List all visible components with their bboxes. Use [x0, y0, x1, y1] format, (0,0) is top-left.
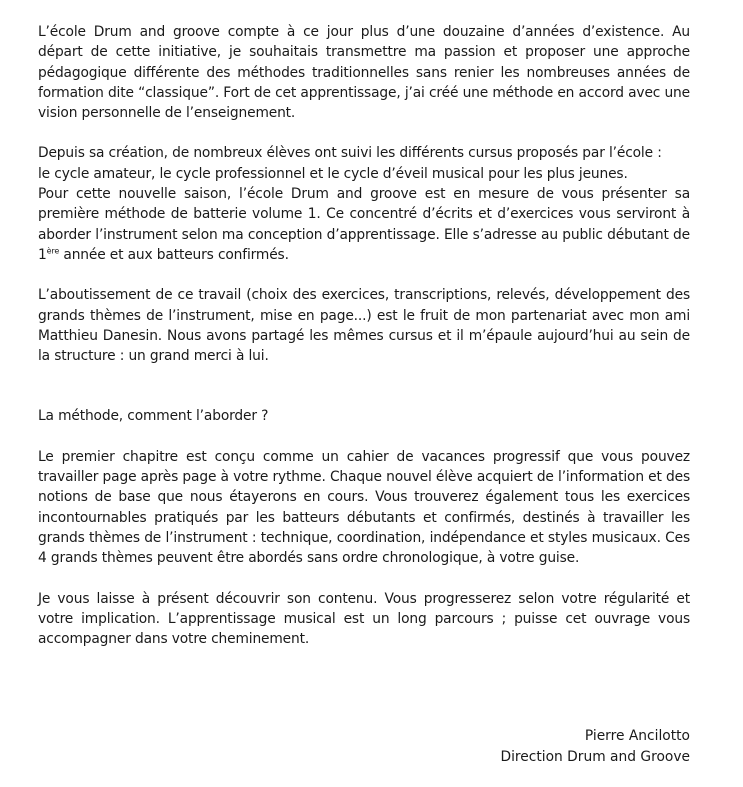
method-presentation-paragraph: [38, 184, 690, 265]
signature-block: [500, 726, 690, 767]
partnership-paragraph: L’aboutissement de ce travail (choix des exercices, transcriptions, relevés, développement des grands thèmes de l’instrument, mise en page...) est le fruit de mon partenariat avec mon ami Matthieu Danesin. Nous avons partagé les mêmes cursus et il m’épaule aujourd’hui au sein de la structure : un grand merci à lui.: [38, 287, 690, 365]
paragraph-spacer: [38, 569, 690, 589]
closing-paragraph: Je vous laisse à présent découvrir son contenu. Vous progresserez selon votre régularité et votre implication. L’apprentissage musical est un long parcours ; puisse cet ouvrage vous accompagner dans votre cheminement.: [38, 590, 690, 648]
paragraph-spacer: [38, 265, 690, 285]
section-spacer: [38, 366, 690, 406]
method-presentation-text-end: année et aux batteurs confirmés.: [59, 246, 289, 263]
paragraph-spacer: [38, 427, 690, 447]
signature-role: Direction Drum and Groove: [500, 748, 690, 765]
method-presentation-text: Pour cette nouvelle saison, l’école Drum and groove est en mesure de vous présenter sa première méthode de batterie volume 1. Ce concentré d’écrits et d’exercices vous serviront à aborder l’instrument selon ma conception d’apprentissage. Elle s’adresse au public débutant de 1: [38, 186, 690, 263]
document-body: [38, 22, 690, 649]
history-paragraph-line-2: le cycle amateur, le cycle professionnel et le cycle d’éveil musical pour les plus jeunes.: [38, 165, 628, 182]
signature-name: Pierre Ancilotto: [584, 728, 690, 744]
history-paragraph-line-1: Depuis sa création, de nombreux élèves ont suivi les différents cursus proposés par l’école :: [38, 145, 662, 162]
ordinal-superscript: ère: [46, 246, 60, 256]
paragraph-spacer: [38, 123, 690, 143]
chapter-paragraph: Le premier chapitre est conçu comme un cahier de vacances progressif que vous pouvez travailler page après page à votre rythme. Chaque nouvel élève acquiert de l’information et des notions de base que nous étayerons en cours. Vous trouverez également tous les exercices incontournables pratiqués par les batteurs débutants et confirmés, destinés à travailler les grands thèmes de l’instrument : technique, coordination, indépendance et styles musicaux. Ces 4 grands thèmes peuvent être abordés sans ordre chronologique, à votre guise.: [38, 448, 690, 567]
intro-paragraph: L’école Drum and groove compte à ce jour plus d’une douzaine d’années d’existence. Au départ de cette initiative, je souhaitais transmettre ma passion et proposer une approche pédagogique différente des méthodes traditionnelles sans renier les nombreuses années de formation dite “classique”. Fort de cet apprentissage, j’ai créé une méthode en accord avec une vision personnelle de l’enseignement.: [38, 24, 690, 122]
section-heading: La méthode, comment l’aborder ?: [38, 408, 269, 425]
